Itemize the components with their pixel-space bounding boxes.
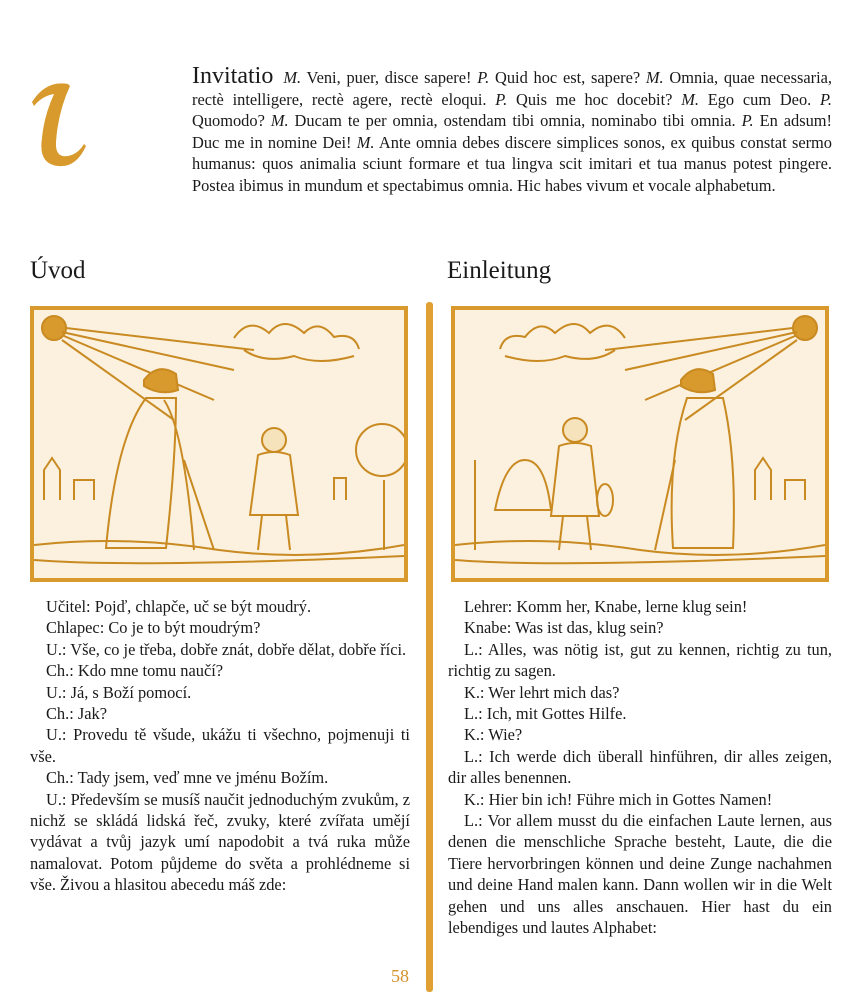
dialogue-line: U.: Já, s Boží pomocí. [46,682,192,702]
latin-fragment: Quomodo? [192,111,271,130]
latin-fragment: Ducam te per omnia, ostendam tibi omnia, nominabo tibi omnia. [288,111,742,130]
dialogue-line: Knabe: Was ist das, klug sein? [464,618,664,638]
speaker-mark: P. [820,89,832,109]
german-dialogue [448,596,832,939]
speaker-mark: M. [283,68,302,87]
latin-fragment: Quid hoc est, sapere? [489,68,646,87]
dialogue-line: L.: Ich werde dich überall hinführen, dir alles zeigen, dir alles benennen. [448,746,832,788]
dialogue-line: Ch.: Tady jsem, veď mne ve jménu Božím. [46,768,329,788]
dialogue-line: Ch.: Jak? [46,704,108,724]
speaker-mark: M. [681,89,699,109]
column-divider [426,302,433,992]
dialogue-line: Chlapec: Co je to být moudrým? [46,618,261,638]
czech-dialogue [30,596,410,896]
dialogue-line: K.: Wer lehrt mich das? [464,682,620,702]
dialogue-line: Učitel: Pojď, chlapče, uč se být moudrý. [46,597,312,616]
latin-fragment: En adsum! Duc me in nomine Dei! [192,111,833,152]
speaker-mark: P. [477,68,490,87]
chapter-numeral [24,72,94,172]
latin-text [192,63,833,196]
latin-body [192,68,832,195]
speaker-mark: M. [356,132,375,152]
latin-fragment: Omnia, quae necessaria, rectè intelligere, rectè agere, rectè eloqui. [192,68,832,109]
speaker-mark: P. [495,89,508,109]
woodcut-illustration-right [451,306,829,582]
woodcut-illustration-left [30,306,408,582]
dialogue-line: Lehrer: Komm her, Knabe, lerne klug sein! [464,597,748,616]
dialogue-line: U.: Vše, co je třeba, dobře znát, dobře dělat, dobře říci. [46,639,407,659]
dialogue-line: L.: Alles, was nötig ist, gut zu kennen, richtig zu tun, richtig zu sagen. [448,639,832,681]
dialogue-line: L.: Ich, mit Gottes Hilfe. [464,704,627,724]
speaker-mark: M. [645,68,664,87]
dialogue-line: U.: Provedu tě všude, ukážu ti všechno, pojmenuji ti vše. [30,725,410,766]
latin-fragment: Quis me hoc docebit? [507,89,682,109]
heading-czech: Úvod [30,257,86,284]
dialogue-line: K.: Wie? [464,725,523,745]
dialogue-line: K.: Hier bin ich! Führe mich in Gottes Namen! [464,789,773,809]
dialogue-line: L.: Vor allem musst du die einfachen Laute lernen, aus denen die menschliche Sprache besteht, Laute, die die Tiere hervorbringen können und deine Zunge nachahmen und deine Hand malen kann. Dann wollen wir in die Welt gehen und uns alles anschauen. Hier hast du ein lebendiges und lautes Alphabet: [448,811,832,938]
latin-title: Invitatio [192,63,274,89]
latin-fragment: Veni, puer, disce sapere! [301,68,478,87]
heading-german: Einleitung [447,257,552,284]
speaker-mark: P. [741,111,754,130]
latin-fragment: Ego cum Deo. [698,89,820,109]
dialogue-line: U.: Především se musíš naučit jednoduchým zvukům, z nichž se skládá lidská řeč, zvuky, které zvířata umějí vydávat a tvůj jazyk umí napodobit a tvá ruka může namalovat. Potom půjdeme do světa a prohlédneme si vše. Živou a hlasitou abecedu máš zde: [30,789,410,895]
dialogue-line: Ch.: Kdo mne tomu naučí? [46,661,224,681]
page-number: 58 [391,966,409,986]
speaker-mark: M. [270,111,289,130]
latin-fragment: Ante omnia debes discere simplices sonos, ex quibus constat sermo humanus: quos animalia sciunt formare et tua lingva scit imitari et tua manus potest pingere. Postea ibimus in mundum et spectabimus omnia. Hic habes vivum et vocale alphabetum. [192,132,832,195]
